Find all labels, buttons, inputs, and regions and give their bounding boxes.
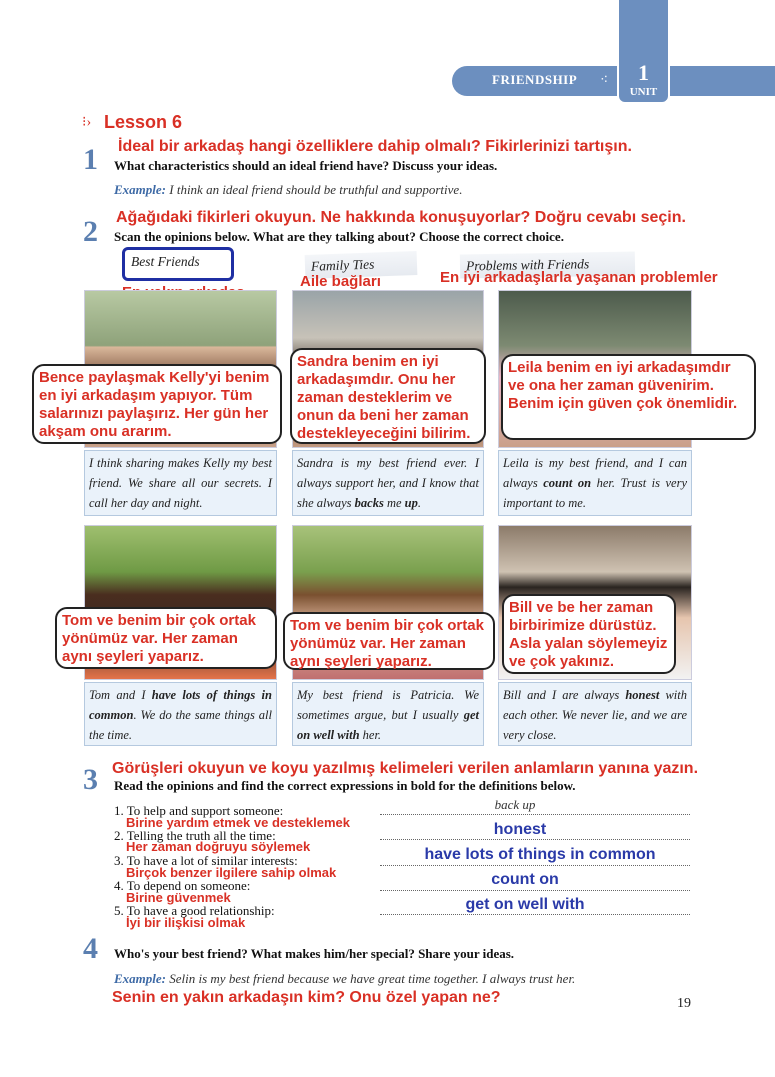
definition-4: 4. To depend on someone: (114, 878, 251, 893)
definition-1: 1. To help and support someone: (114, 803, 284, 818)
definition-2: 2. Telling the truth all the time: (114, 828, 276, 843)
opinion-leila: Leila is my best friend, and I can always count on her. Trust is very important to me. (498, 450, 692, 516)
opinion-tom: Tom and I have lots of things in common. We do the same things all the time. (84, 682, 277, 746)
answer-1: back up (494, 797, 536, 812)
opinion-bill: Bill and I are always honest with each other. We never lie, and we are very close. (498, 682, 692, 746)
definition-4-translation: Birine güvenmek (126, 890, 231, 905)
definition-5: 5. To have a good relationship: (114, 903, 275, 918)
speech-bubble-leila: Leila benim en iyi arkadaşımdır ve ona her zaman güvenirim. Benim için güven çok önemlidir. (501, 354, 756, 440)
question-1-text: What characteristics should an ideal friend have? Discuss your ideas. (114, 158, 498, 173)
unit-number: 1 (638, 60, 649, 85)
answer-line-4[interactable] (380, 890, 690, 891)
question-4-translation: Senin en yakın arkadaşın kim? Onu özel yapan ne? (112, 989, 501, 1006)
answer-line-3[interactable] (380, 865, 690, 866)
question-1-translation: İdeal bir arkadaş hangi özelliklere dahip olmalı? Fikirlerinizi tartışın. (118, 138, 632, 155)
speech-bubble-bill: Bill ve be her zaman birbirimize dürüstüz. Asla yalan söylemeyiz ve çok yakınız. (502, 594, 676, 674)
choice-problems-with-friends[interactable]: Problems with Friends (460, 251, 635, 278)
definition-3-translation: Birçok benzer ilgilere sahip olmak (126, 865, 337, 880)
definition-2-translation: Her zaman doğruyu söylemek (126, 839, 311, 854)
answer-line-1[interactable] (380, 814, 690, 815)
question-2-translation: Ağağıdaki fikirleri okuyun. Ne hakkında konuşuyorlar? Doğru cevabı seçin. (116, 209, 686, 226)
question-3-text: Read the opinions and find the correct expressions in bold for the definitions below. (114, 778, 576, 793)
opinion-patricia: My best friend is Patricia. We sometimes argue, but I usually get on well with her. (292, 682, 484, 746)
question-4-text: Who's your best friend? What makes him/her special? Share your ideas. (114, 946, 515, 961)
answer-2: honest (493, 821, 547, 838)
question-2-number: 2 (83, 215, 98, 248)
definition-3: 3. To have a lot of similar interests: (114, 853, 298, 868)
question-4-example: Example: Selin is my best friend because we have great time together. I always trust her. (114, 971, 576, 986)
speech-bubble-sandra: Sandra benim en iyi arkadaşımdır. Onu her zaman desteklerim ve onun da beni her zaman destekleyeceğini bilirim. (290, 348, 486, 444)
unit-label: UNIT (629, 86, 658, 98)
question-3-translation: Görüşleri okuyun ve koyu yazılmış kelimeleri verilen anlamların yanına yazın. (112, 760, 699, 777)
speech-bubble-tom: Tom ve benim bir çok ortak yönümüz var. Her zaman aynı şeyleri yaparız. (55, 607, 277, 669)
definition-1-translation: Birine yardım etmek ve desteklemek (126, 815, 351, 830)
page-number: 19 (677, 996, 691, 1011)
question-3-number: 3 (83, 763, 98, 796)
question-1-number: 1 (83, 143, 98, 176)
question-4-number: 4 (83, 932, 98, 965)
dots-icon: ⁖ (600, 73, 609, 88)
opinion-sandra: Sandra is my best friend ever. I always support her, and I know that she always backs me up. (292, 450, 484, 516)
speech-bubble-kelly: Bence paylaşmak Kelly'yi benim en iyi arkadaşım yapıyor. Tüm salarınızı paylaşırız. Her gün her akşam onu ararım. (32, 364, 282, 444)
definition-5-translation: İyi bir ilişkisi olmak (126, 915, 246, 930)
speech-bubble-patricia: Tom ve benim bir çok ortak yönümüz var. Her zaman aynı şeyleri yaparız. (283, 612, 495, 670)
answer-5: get on well with (465, 896, 585, 913)
choice-problems-translation: En iyi arkadaşlarla yaşanan problemler (440, 269, 718, 286)
answer-4: count on (491, 871, 559, 888)
arrow-icon: ⁝› (82, 115, 92, 130)
choice-family-ties[interactable]: Family Ties (305, 251, 418, 279)
answer-line-2[interactable] (380, 839, 690, 840)
choice-family-ties-translation: Aile bağları (300, 273, 381, 290)
answer-line-5[interactable] (380, 914, 690, 915)
unit-title: FRIENDSHIP (492, 72, 578, 87)
answer-3: have lots of things in common (424, 846, 656, 863)
opinion-kelly: I think sharing makes Kelly my best friend. We share all our secrets. I call her day and night. (84, 450, 277, 516)
lesson-title: Lesson 6 (104, 112, 183, 132)
choice-best-friends[interactable]: Best Friends (122, 247, 234, 281)
question-1-example: Example: I think an ideal friend should be truthful and supportive. (114, 182, 463, 197)
question-2-text: Scan the opinions below. What are they talking about? Choose the correct choice. (114, 229, 564, 244)
